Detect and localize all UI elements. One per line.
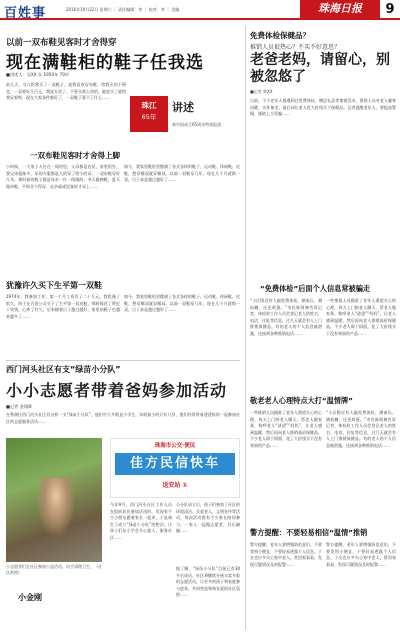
right-kicker-b: 推销人员很热心？不买不好意思？ xyxy=(250,44,341,51)
small-headline: 小金刚 xyxy=(18,593,42,602)
bus-ad-banner xyxy=(110,438,240,498)
story1-subhead-a: 一双布鞋见客时才舍得上脚 xyxy=(30,151,120,160)
volunteer-photo xyxy=(6,438,102,562)
right-text-d2: 一些推销人员摸准了老年人渴望关心的心理，每天上门陪老人聊天、帮老人做家务，称呼老人“爸爸”“妈妈”，让老人感到温暖，然后再向老人推销高价保健品。不少老人碍于情面，花了大价钱买下没有效果的产品…… xyxy=(326,298,396,336)
story3-headline: 小小志愿者带着爸妈参加活动 xyxy=(6,381,228,400)
story3-byline: ■记者 金翔晖 xyxy=(6,404,33,409)
story3-lead: 在香洲区西门河头社区有这样一支“绿苗小分队”，他们中大多数是小学生，年龄最小的只有几岁，他们经常带着爸爸妈妈一起参加社区的志愿服务活动…… xyxy=(6,412,240,424)
ad-sub-text: 送安站 ① xyxy=(162,482,188,489)
series-badge xyxy=(130,96,168,132)
right-byline: ■记者 林XX xyxy=(250,89,273,94)
badge-line1: 珠江 xyxy=(141,101,157,110)
story1-text-b2: 如今，我家里鞋柜里摆满了各式各样的鞋子，运动鞋、休闲鞋、皮鞋，想穿哪双就穿哪双。以前一双鞋穿几年，现在几个月就换一双，日子真是越过越好了…… xyxy=(124,294,240,312)
story1-text-a: 小时候，一大家子人住在一间房里，父母都是农民，家里很穷。我兄弟姐妹多，穿的衣服都是大的穿了给小的穿，一双布鞋穿好几年。那时候的鞋子都是母亲一针一线缝的，冬天做棉鞋，夏天做单鞋，平时舍不得穿，走亲戚或见客时才穿上…… xyxy=(6,164,120,189)
right-subhead-e: 敬老老人心理特点大打“温情牌” xyxy=(250,396,353,405)
series-subtitle: 新中国成立65周年特别报道 xyxy=(172,122,222,127)
right-headline: 老爸老妈，请留心，别被忽悠了 xyxy=(250,52,390,85)
story1-byline: ■讲述人：吴XX 女 1950年 70岁 xyxy=(6,72,70,77)
badge-line2: 65年 xyxy=(141,113,157,121)
story3-text-c: 据了解，“绿苗小分队”目前已有30多名成员，社区将继续开展丰富多彩的志愿活动，让更多的孩子和家庭参与进来，共同营造和谐友爱的社区氛围…… xyxy=(176,566,240,597)
right-kicker-a: 免费体检保健品？ xyxy=(250,31,310,40)
right-text-e: 一些推销人员摸准了老年人渴望关心的心理，每天上门陪老人聊天、帮老人做家务，称呼老人“爸爸”“妈妈”，让老人感到温暖，然后再向老人推销高价保健品。不少老人碍于情面，花了大价钱买下没有效果的产品…… xyxy=(250,410,322,448)
photo-caption: 小志愿者们在社区参加公益活动，动手清理卫生。（社区供图） xyxy=(6,564,102,575)
divider xyxy=(6,360,240,361)
story1-headline: 现在满鞋柜的鞋子任我选 xyxy=(6,53,204,73)
story1-text-b: 1974年，我参加工作，第一个月工资发了二十几元。我犹豫了很久，终于在百货公司买下了生平第一双皮鞋，那时候花了将近十块钱，心疼了好久。后来随着日子越过越好，家里的鞋子也越来越多了…… xyxy=(6,294,120,319)
story1-text-c: 如今，我家里鞋柜里摆满了各式各样的鞋子，运动鞋、休闲鞋、皮鞋，想穿哪双就穿哪双。以前一双鞋穿几年，现在几个月就换一双，日子真是越过越好了…… xyxy=(124,164,240,182)
right-subhead-f: 警方提醒：不要轻易相信“温情”推销 xyxy=(250,528,368,537)
story3-text-b: 小分队成立后，孩子们参加了社区的环境清洁、关爱老人、文明宣传等活动，每次活动都有不少家长陪同参与，一家人一起做志愿者，其乐融融…… xyxy=(176,502,240,533)
right-text-e2: “小区附近有人搞免费体检，测血压、测血糖，还送鸡蛋。”市民陈阿姨告诉记者，体检时工作人员会登记老人的姓名、电话、住址等信息，过几天就会有人上门推销保健品。有的老人的个人信息被泄露，还接到各种推销电话…… xyxy=(326,410,396,448)
story1-kicker: 以前一双布鞋见客时才舍得穿 xyxy=(6,38,117,48)
column-divider xyxy=(245,26,246,630)
ad-main-text: 佳方民信快车 xyxy=(115,453,235,475)
right-text-d: “小区附近有人搞免费体检，测血压、测血糖，还送鸡蛋。”市民陈阿姨告诉记者，体检时工作人员会登记老人的姓名、电话、住址等信息，过几天就会有人上门推销保健品。有的老人的个人信息被泄露，还接到各种推销电话…… xyxy=(250,298,322,336)
right-subhead-d: “免费体检”后面个人信息常被骗走 xyxy=(260,284,371,293)
story3-text-a: 今年9月，西门河头社区工作人员在组织居民参加活动时，发现有不少小朋友跟着家长一起来，于是萌生了成立“绿苗小分队”的想法，让孩子们从小学会关心他人、服务社区…… xyxy=(110,502,172,540)
story3-kicker: 西门河头社区有支“绿苗小分队” xyxy=(6,365,121,374)
series-title: 讲述 xyxy=(172,101,194,114)
story1-lead: 前几天，女儿给我买了一双鞋子，说我喜欢穿布鞋，给我买的不便宜，一双要好几百元。我说太贵了，不要买那么贵的。她说买了就给我穿着呗，现在大家条件都好了，一双鞋子算不了什么…… xyxy=(6,82,126,100)
right-text-f: 警方提醒，老年人要增强防范意识，不要贪图小便宜，不要轻易透露个人信息。子女也应多关心家中老人，常回家看看，发现可疑情况及时报警…… xyxy=(250,542,322,567)
section-name: 百姓事 xyxy=(4,6,47,21)
newspaper-logo: 珠海日报 xyxy=(300,0,380,18)
right-text-f2: 警方提醒，老年人要增强防范意识，不要贪图小便宜，不要轻易透露个人信息。子女也应多关心家中老人，常回家看看，发现可疑情况及时报警…… xyxy=(326,542,396,567)
story1-subhead-b: 犹豫许久买下生平第一双鞋 xyxy=(6,281,102,290)
masthead-info: 2016年10月22日 星期六 ｜ 责任编辑：李 ｜ 校对：李 ｜ 美编 xyxy=(66,7,180,12)
page-number: 9 xyxy=(385,2,395,17)
ad-top-text: 珠海市公交·便民 xyxy=(154,443,196,449)
right-text-c: 日前，不少老年人都遇到过免费体检、赠送礼品等推销活动，推销人员对老人嘘寒问暖，关怀备至，最后却让老人花大价钱买下保健品。记者提醒老年人，要提高警惕，谨防上当受骗…… xyxy=(250,98,396,116)
